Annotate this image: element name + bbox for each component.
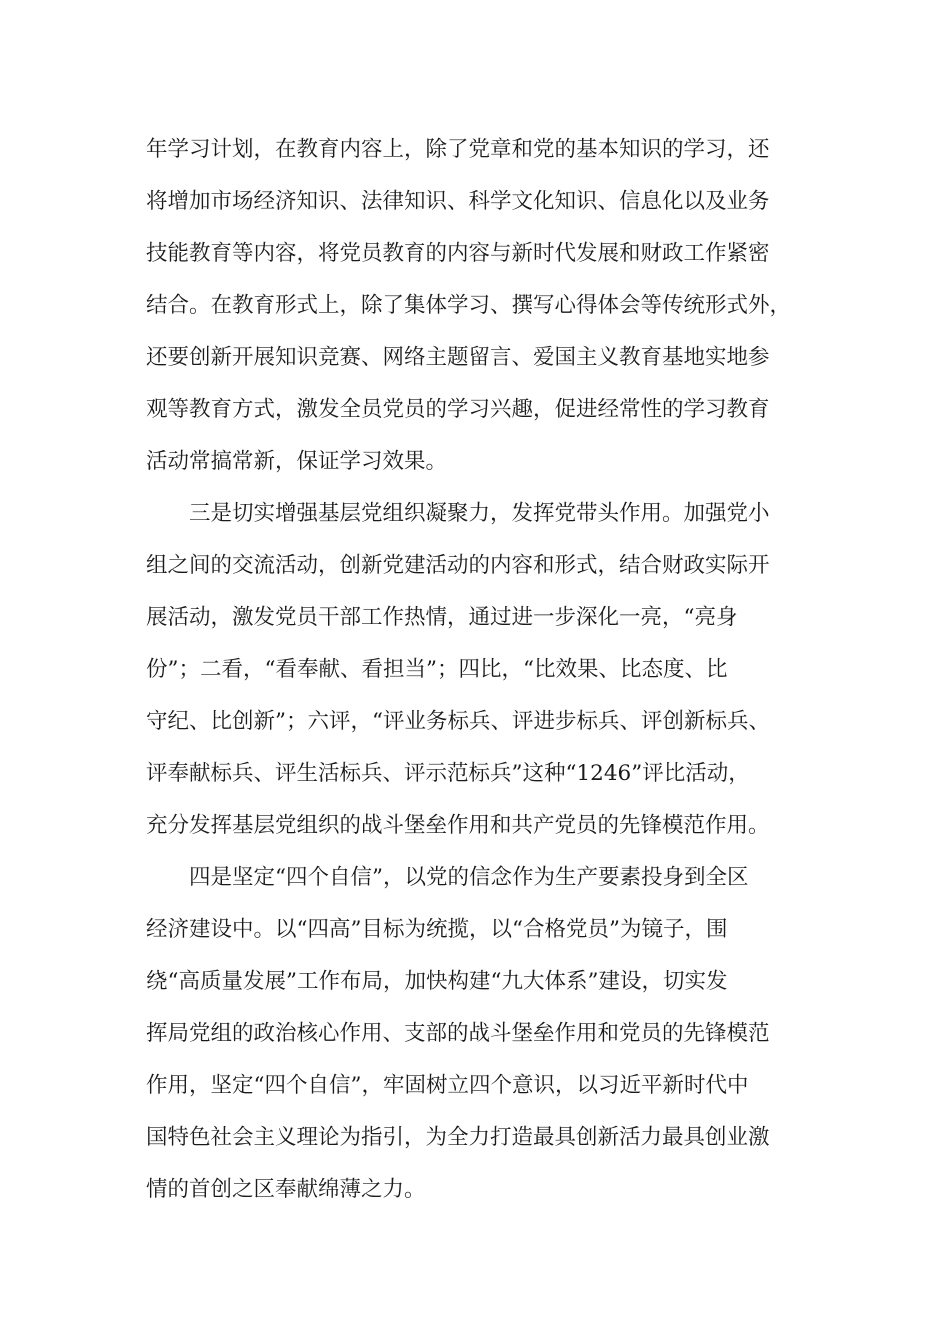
text-line: 展活动，激发党员干部工作热情，通过进一步深化一亮，“亮身 [146,605,738,630]
text-line: 活动常搞常新，保证学习效果。 [146,449,448,474]
text-line: 年学习计划，在教育内容上，除了党章和党的基本知识的学习，还 [146,137,770,162]
text-line: 绕“高质量发展”工作布局，加快构建“九大体系”建设，切实发 [146,969,728,994]
text-line: 充分发挥基层党组织的战斗堡垒作用和共产党员的先锋模范作用。 [146,813,770,838]
text-line: 作用，坚定“四个自信”，牢固树立四个意识，以习近平新时代中 [146,1073,749,1098]
paragraph-first-line: 四是坚定“四个自信”，以党的信念作为生产要素投身到全区 [189,865,749,890]
text-line: 还要创新开展知识竞赛、网络主题留言、爱国主义教育基地实地参 [146,345,770,370]
text-line: 结合。在教育形式上，除了集体学习、撰写心得体会等传统形式外， [146,293,792,318]
text-line: 守纪、比创新”；六评，“评业务标兵、评进步标兵、评创新标兵、 [146,709,770,734]
text-line: 份”；二看，“看奉献、看担当”；四比，“比效果、比态度、比 [146,657,728,682]
text-line: 组之间的交流活动，创新党建活动的内容和形式，结合财政实际开 [146,553,770,578]
text-line: 将增加市场经济知识、法律知识、科学文化知识、信息化以及业务 [146,189,770,214]
text-line: 评奉献标兵、评生活标兵、评示范标兵”这种“1246”评比活动， [146,761,750,786]
text-line: 国特色社会主义理论为指引，为全力打造最具创新活力最具创业激 [146,1125,770,1150]
text-line: 挥局党组的政治核心作用、支部的战斗堡垒作用和党员的先锋模范 [146,1021,770,1046]
text-line: 观等教育方式，激发全员党员的学习兴趣，促进经常性的学习教育 [146,397,770,422]
paragraph-first-line: 三是切实增强基层党组织凝聚力，发挥党带头作用。加强党小 [189,501,770,526]
text-line: 经济建设中。以“四高”目标为统揽，以“合格党员”为镜子，围 [146,917,728,942]
text-line: 情的首创之区奉献绵薄之力。 [146,1177,426,1202]
text-line: 技能教育等内容，将党员教育的内容与新时代发展和财政工作紧密 [146,241,770,266]
